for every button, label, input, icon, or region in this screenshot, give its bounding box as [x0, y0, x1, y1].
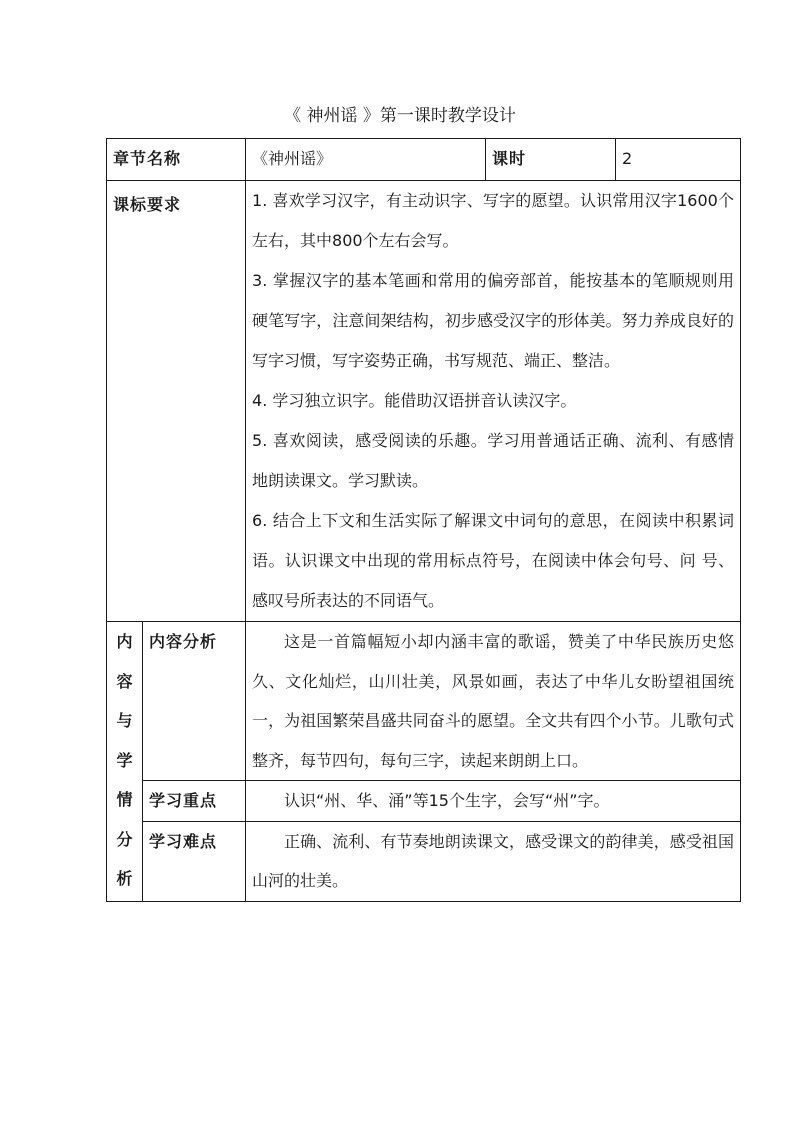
side-char: 与 [116, 711, 133, 730]
content-analysis-row [107, 622, 741, 781]
requirements-label: 课标要求 [107, 181, 246, 622]
chapter-row [107, 139, 741, 181]
side-char: 分 [116, 829, 133, 849]
learning-focus-label: 学习重点 [143, 781, 246, 822]
side-char: 情 [116, 790, 133, 809]
chapter-name-value: 《神州谣》 [246, 139, 486, 181]
learning-difficulty-text: 正确、流利、有节奏地朗读课文，感受课文的韵律美，感受祖国山河的壮美。 [252, 831, 735, 890]
content-analysis-cell [246, 622, 741, 781]
learning-difficulty-cell [246, 821, 741, 901]
class-hours-value: 2 [616, 139, 741, 181]
requirements-list [246, 181, 741, 622]
requirement-item-6: 6. 结合上下文和生活实际了解课文中词句的意思，在阅读中积累词语。认识课文中出现的常用标点符号，在阅读中体会句号、问 号、感叹号所表达的不同语气。 [252, 511, 735, 610]
requirements-row [107, 181, 741, 622]
side-char: 析 [116, 869, 133, 888]
learning-focus-text: 认识“州、华、涌”等15个生字，会写“州”字。 [284, 791, 610, 810]
learning-difficulty-row [107, 821, 741, 901]
requirement-item-4: 4. 学习独立识字。能借助汉语拼音认读汉字。 [252, 391, 577, 410]
class-hours-label: 课时 [486, 139, 616, 181]
requirement-item-3: 3. 掌握汉字的基本笔画和常用的偏旁部首，能按基本的笔顺规则用硬笔写字，注意间架结构，初步感受汉字的形体美。努力养成良好的写字习惯，写字姿势正确，书写规范、端正、整洁。 [252, 271, 735, 370]
requirement-item-5: 5. 喜欢阅读，感受阅读的乐趣。学习用普通话正确、流利、有感情地朗读课文。学习默读。 [252, 431, 735, 490]
content-and-learner-analysis-label [107, 622, 143, 902]
side-char: 容 [116, 671, 133, 691]
side-char: 内 [116, 632, 133, 651]
learning-difficulty-label: 学习难点 [143, 821, 246, 901]
content-analysis-text: 这是一首篇幅短小却内涵丰富的歌谣，赞美了中华民族历史悠久、文化灿烂，山川壮美，风景如画，表达了中华儿女盼望祖国统一，为祖国繁荣昌盛共同奋斗的愿望。全文共有四个小节。儿歌句式整齐，每节四句，每句三字，读起来朗朗上口。 [252, 632, 735, 770]
document-title: 《 神州谣 》第一课时教学设计 [284, 106, 516, 126]
chapter-name-label: 章节名称 [107, 139, 246, 181]
learning-focus-cell [246, 781, 741, 822]
requirement-item-1: 1. 喜欢学习汉字，有主动识字、写字的愿望。认识常用汉字1600个左右，其中800个左右会写。 [252, 191, 735, 250]
side-char: 学 [116, 750, 133, 770]
lesson-plan-table [106, 138, 741, 902]
content-analysis-label: 内容分析 [143, 622, 246, 781]
learning-focus-row [107, 781, 741, 822]
